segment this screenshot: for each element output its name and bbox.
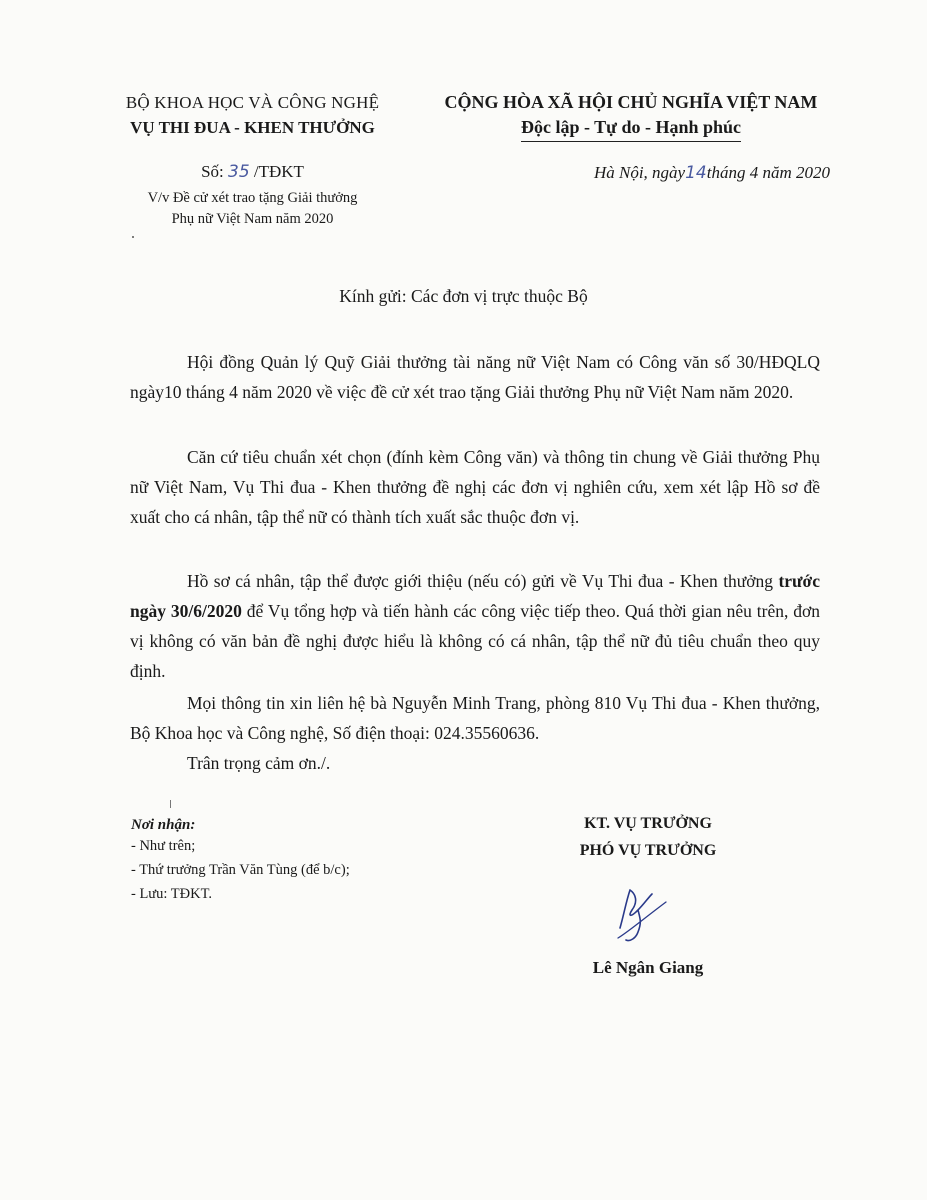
body-paragraph-3: [130, 566, 820, 686]
recipient-item: - Thứ trưởng Trần Văn Tùng (để b/c);: [131, 862, 350, 878]
document-date: [500, 163, 830, 183]
date-day-handwritten: 14: [685, 163, 707, 183]
p3-text-before: Hồ sơ cá nhân, tập thể được giới thiệu (nếu có) gửi về Vụ Thi đua - Khen thưởng: [187, 571, 779, 591]
signature-title-block: [533, 810, 763, 864]
body-paragraph-1: Hội đồng Quản lý Quỹ Giải thưởng tài năng nữ Việt Nam có Công văn số 30/HĐQLQ ngày10 tháng 4 năm 2020 về việc đề cử xét trao tặng Giải thưởng Phụ nữ Việt Nam năm 2020.: [130, 352, 820, 402]
subject-line-2: Phụ nữ Việt Nam năm 2020: [171, 211, 334, 227]
handwritten-signature-icon: [608, 880, 678, 950]
document-subject: [80, 188, 425, 230]
document-number: [80, 161, 425, 183]
p3-text-after: để Vụ tổng hợp và tiến hành các công việc tiếp theo. Quá thời gian nêu trên, đơn vị không có văn bản đề nghị được hiểu là không có cá nhân, tập thể nữ đủ tiêu chuẩn theo quy định.: [130, 601, 820, 681]
scan-speck: [170, 800, 171, 808]
doc-number-suffix: /TĐKT: [253, 162, 304, 181]
scan-speck: [132, 236, 134, 238]
national-motto: Độc lập - Tự do - Hạnh phúc: [521, 115, 741, 142]
deadline-text: trước ngày 30/6/2020: [130, 571, 820, 621]
closing-line: Trân trọng cảm ơn./.: [187, 753, 331, 773]
recipient-line: Kính gửi: Các đơn vị trực thuộc Bộ: [339, 286, 588, 306]
body-paragraph-4: Mọi thông tin xin liên hệ bà Nguyễn Minh Trang, phòng 810 Vụ Thi đua - Khen thưởng, Bộ Khoa học và Công nghệ, Số điện thoại: 024.35560636.: [130, 693, 820, 743]
ministry-name: BỘ KHOA HỌC VÀ CÔNG NGHỆ: [125, 93, 380, 112]
date-suffix: tháng 4 năm 2020: [706, 163, 830, 182]
date-prefix: Hà Nội, ngày: [593, 163, 686, 182]
recipient-item: - Như trên;: [131, 838, 196, 854]
signer-name: Lê Ngân Giang: [592, 958, 704, 977]
body-paragraph-2: Căn cứ tiêu chuẩn xét chọn (đính kèm Công văn) và thông tin chung về Giải thưởng Phụ nữ Việt Nam, Vụ Thi đua - Khen thưởng đề nghị các đơn vị nghiên cứu, xem xét lập Hồ sơ đề xuất cho cá nhân, tập thể nữ có thành tích xuất sắc thuộc đơn vị.: [130, 447, 820, 527]
signature-title-line-2: PHÓ VỤ TRƯỞNG: [579, 842, 717, 859]
recipients-title: Nơi nhận:: [131, 817, 196, 833]
doc-number-handwritten: 35: [228, 162, 250, 182]
country-name: CỘNG HÒA XÃ HỘI CHỦ NGHĨA VIỆT NAM: [444, 92, 818, 112]
department-name: VỤ THI ĐUA - KHEN THƯỞNG: [130, 118, 375, 137]
signature-title-line-1: KT. VỤ TRƯỞNG: [584, 815, 712, 832]
issuing-agency: [80, 90, 425, 140]
recipient-item: - Lưu: TĐKT.: [131, 886, 213, 902]
national-heading: [418, 90, 844, 142]
doc-number-prefix: Số:: [201, 162, 224, 181]
subject-line-1: V/v Đề cử xét trao tặng Giải thưởng: [147, 190, 358, 206]
